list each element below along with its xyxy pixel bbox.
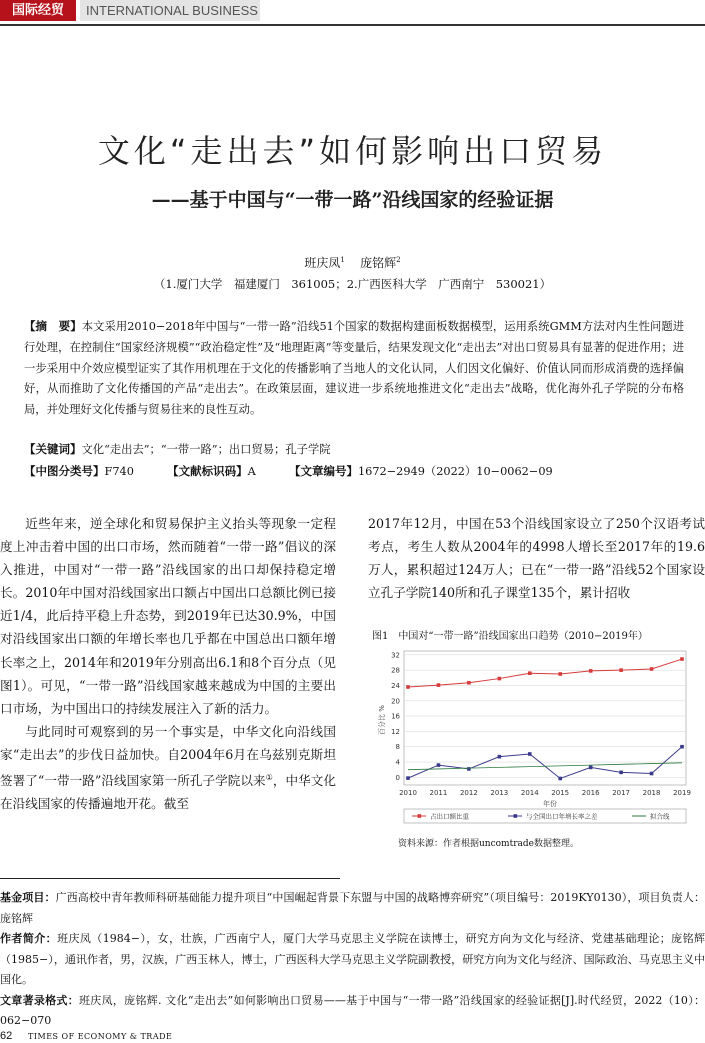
legend-label: 与全国出口年增长率之差 bbox=[526, 812, 598, 821]
chart-y-label: 百分比 % bbox=[378, 705, 386, 735]
x-tick-label: 2016 bbox=[581, 789, 600, 797]
author-2-sup: 2 bbox=[396, 256, 401, 264]
x-tick-label: 2019 bbox=[673, 789, 691, 797]
author-note-text: 班庆凤（1984−），女，壮族，广西南宁人，厦门大学马克思主义学院在读博士，研究方向为文化与经济、党建基础理论；庞铭辉（1985−），通讯作者，男，汉族，广西玉林人，博士，广西医科大学马克思主义学院副教授，研究方向为文化与经济、国际政治、马克思主义中国化。 bbox=[0, 932, 705, 986]
data-point bbox=[498, 677, 502, 681]
body-right-column bbox=[368, 512, 705, 604]
journal-name: TIMES OF ECONOMY & TRADE bbox=[28, 1032, 173, 1041]
author-1: 班庆凤 bbox=[304, 256, 341, 270]
x-tick-label: 2013 bbox=[490, 789, 509, 797]
data-point bbox=[437, 683, 441, 687]
y-tick-label: 32 bbox=[391, 651, 400, 660]
classification-line bbox=[24, 463, 684, 479]
doc-code-value: A bbox=[247, 465, 256, 478]
section-tag-cn: 国际经贸 bbox=[0, 0, 76, 21]
fund-text: 广西高校中青年教师科研基础能力提升项目“中国崛起背景下东盟与中国的战略博弈研究”（项目编号：2019KY0130），项目负责人：庞铭辉 bbox=[0, 891, 705, 925]
figure-source: 资料来源：作者根据uncomtrade数据整理。 bbox=[398, 839, 579, 849]
page-number: 62 bbox=[0, 1030, 13, 1042]
data-point bbox=[467, 681, 471, 685]
data-point bbox=[528, 752, 532, 756]
y-tick-label: 4 bbox=[395, 758, 400, 767]
fund-label: 基金项目： bbox=[0, 891, 56, 904]
y-tick-label: 16 bbox=[391, 712, 400, 721]
x-tick-label: 2017 bbox=[612, 789, 631, 797]
data-point bbox=[680, 745, 684, 749]
data-point bbox=[498, 755, 502, 759]
data-point bbox=[589, 669, 593, 673]
keywords-label: 【关键词】 bbox=[24, 442, 82, 456]
footnote-rule bbox=[0, 878, 340, 879]
author-note bbox=[0, 929, 705, 991]
clc-label: 【中图分类号】 bbox=[24, 464, 105, 478]
y-tick-label: 20 bbox=[391, 697, 400, 706]
x-tick-label: 2010 bbox=[399, 789, 417, 797]
export-trend-chart bbox=[372, 645, 697, 830]
plot-area bbox=[404, 651, 686, 785]
chart-grid bbox=[404, 651, 686, 785]
legend-marker bbox=[418, 814, 422, 818]
legend-marker bbox=[514, 814, 518, 818]
clc-value: F740 bbox=[104, 465, 134, 478]
x-tick-label: 2015 bbox=[551, 789, 570, 797]
article-no-value: 1672−2949（2022）10−0062−09 bbox=[357, 465, 553, 478]
chart-y-ticks bbox=[391, 651, 400, 782]
data-point bbox=[650, 772, 654, 776]
fund-note bbox=[0, 888, 705, 929]
x-tick-label: 2014 bbox=[520, 789, 539, 797]
data-point bbox=[467, 767, 471, 771]
abstract-text: 本文采用2010−2018年中国与“一带一路”沿线51个国家的数据构建面板数据模型，运用系统GMM方法对内生性问题进行处理，在控制住“国家经济规模”“政治稳定性”及“地理距离”等变量后，结果发现文化“走出去”对出口贸易具有显著的促进作用；进一步采用中介效应模型证实了其作用机理在于文化的传播影响了当地人的文化认同，人们因文化偏好、价值认同而形成消费的选择偏好，从而推助了文化传播国的产品“走出去”。在政策层面，建议进一步系统地推进文化“走出去”战略，优化海外孔子学院的分布格局，并处理好文化传播与贸易往来的良性互动。 bbox=[24, 320, 684, 417]
footnotes bbox=[0, 888, 705, 1032]
keywords-text: 文化“走出去”；“一带一路”；出口贸易；孔子学院 bbox=[81, 443, 331, 456]
article-no-label: 【文章编号】 bbox=[288, 464, 358, 478]
abstract-label: 【摘 要】 bbox=[24, 319, 82, 333]
abstract bbox=[24, 316, 684, 421]
data-point bbox=[558, 672, 562, 676]
body-paragraph-2-end: ，中华文化在沿线国家的传播遍地开花。截至 bbox=[0, 773, 337, 812]
data-point bbox=[680, 657, 684, 661]
y-tick-label: 24 bbox=[391, 681, 400, 690]
x-tick-label: 2011 bbox=[429, 789, 448, 797]
author-2: 庞铭辉 bbox=[360, 256, 397, 270]
legend-label: 占出口额比重 bbox=[430, 812, 469, 821]
data-point bbox=[558, 777, 562, 781]
x-tick-label: 2018 bbox=[642, 789, 661, 797]
footnote-ref[interactable]: ① bbox=[265, 773, 273, 783]
data-point bbox=[406, 776, 410, 780]
citation-label: 文章著录格式： bbox=[0, 993, 80, 1007]
author-line bbox=[0, 254, 705, 271]
data-point bbox=[589, 766, 593, 770]
doc-code-label: 【文献标识码】 bbox=[167, 464, 248, 478]
data-point bbox=[437, 763, 441, 767]
body-paragraph-2-text: 与此同时可观察到的另一个事实是，中华文化向沿线国家“走出去”的步伐日益加快。自2004年6月在乌兹别克斯坦签署了“一带一路”沿线国家第一所孔子学院以来 bbox=[0, 723, 336, 789]
header-rule bbox=[0, 24, 705, 26]
y-tick-label: 12 bbox=[391, 727, 400, 736]
data-point bbox=[528, 671, 532, 675]
figure-title: 图1 中国对“一带一路”沿线国家出口趋势（2010−2019年） bbox=[372, 631, 648, 642]
author-note-label: 作者简介： bbox=[0, 932, 58, 945]
section-tag-en: INTERNATIONAL BUSINESS bbox=[80, 0, 260, 21]
body-paragraph-3: 2017年12月，中国在53个沿线国家设立了250个汉语考试考点，考生人数从2004年的4998人增长至2017年的19.6万人，累积超过124万人；已在“一带一路”沿线52个国家设立孔子学院140所和孔子课堂135个，累计招收 bbox=[368, 516, 705, 601]
x-tick-label: 2012 bbox=[459, 789, 478, 797]
y-tick-label: 8 bbox=[395, 743, 400, 752]
citation-text: 班庆凤，庞铭辉. 文化“走出去”如何影响出口贸易——基于中国与“一带一路”沿线国家的经验证据[J].时代经贸，2022（10）：062−070 bbox=[0, 993, 705, 1027]
data-point bbox=[619, 771, 623, 775]
author-1-sup: 1 bbox=[340, 256, 345, 264]
chart-legend bbox=[404, 809, 686, 823]
y-tick-label: 28 bbox=[391, 666, 400, 675]
chart-x-label: 年份 bbox=[543, 800, 557, 808]
data-point bbox=[406, 685, 410, 689]
citation-note bbox=[0, 991, 705, 1032]
chart-x-ticks bbox=[399, 789, 691, 797]
article-title: 文化“走出去”如何影响出口贸易 bbox=[97, 132, 608, 170]
body-left-column bbox=[0, 512, 336, 815]
data-point bbox=[650, 667, 654, 671]
legend-label: 拟合线 bbox=[650, 812, 670, 821]
data-point bbox=[619, 668, 623, 672]
keywords-line bbox=[24, 441, 331, 457]
body-paragraph-2 bbox=[0, 720, 336, 816]
y-tick-label: 0 bbox=[395, 773, 400, 782]
article-subtitle: ——基于中国与“一带一路”沿线国家的经验证据 bbox=[151, 189, 554, 211]
body-paragraph-1: 近些年来，逆全球化和贸易保护主义抬头等现象一定程度上冲击着中国的出口市场，然而随着“一带一路”倡议的深入推进，中国对“一带一路”沿线国家的出口却保持稳定增长。2010年中国对沿线国家出口额占中国出口总额比例已接近1/4，此后持平稳上升态势，到2019年已达30.9%，中国对沿线国家出口额的年增长率也几乎都在中国总出口额年增长率之上，2014年和2019年分别高出6.1和8个百分点（见图1）。可见，“一带一路”沿线国家越来越成为中国的主要出口市场，为中国出口的持续发展注入了新的活力。 bbox=[0, 516, 336, 716]
affiliations: （1.厦门大学 福建厦门 361005；2.广西医科大学 广西南宁 530021） bbox=[153, 277, 552, 291]
